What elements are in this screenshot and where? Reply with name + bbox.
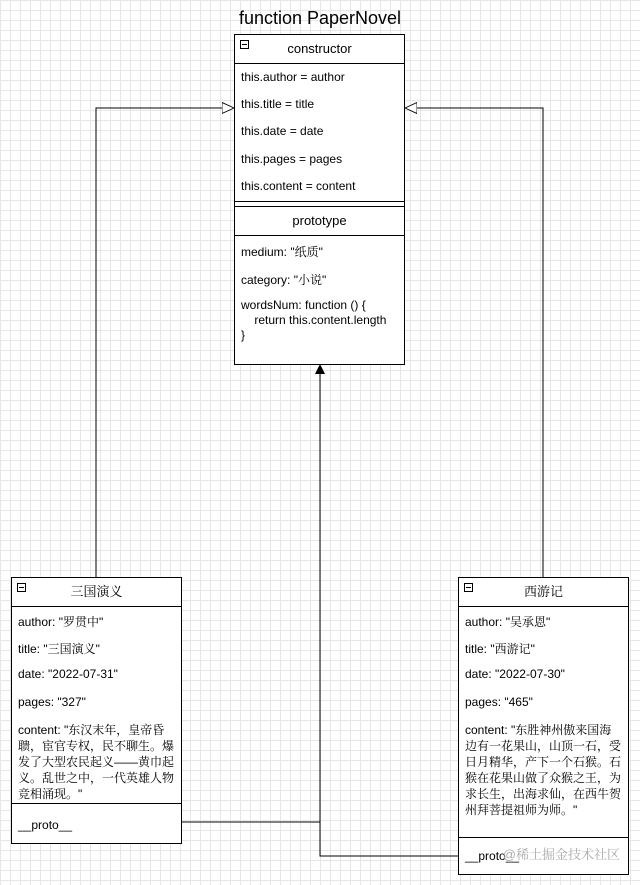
instance-row: author: "吴承恩" — [465, 615, 551, 629]
proto-label: __proto__ — [18, 818, 73, 832]
instance-row: date: "2022-07-30" — [465, 667, 565, 681]
divider — [459, 837, 628, 838]
instance-box-right — [458, 577, 629, 875]
instance-header — [459, 578, 628, 607]
watermark: @稀土掘金技术社区 — [502, 847, 620, 862]
left-inherit-line — [96, 108, 234, 577]
constructor-row: this.author = author — [241, 70, 345, 84]
prototype-row: category: "小说" — [241, 273, 327, 287]
instance-header-label: 三国演义 — [70, 584, 123, 599]
instance-row: pages: "327" — [18, 695, 86, 709]
prototype-row: medium: "纸质" — [241, 245, 323, 259]
instance-row: author: "罗贯中" — [18, 615, 104, 629]
left-proto-line — [181, 365, 320, 822]
constructor-row: this.content = content — [241, 179, 356, 193]
collapse-icon[interactable] — [464, 583, 473, 592]
instance-box-left — [11, 577, 182, 844]
instance-header — [12, 578, 181, 607]
constructor-box — [234, 34, 405, 365]
proto-label: __proto__ — [465, 849, 520, 863]
prototype-row: wordsNum: function () { return this.content.length } — [241, 298, 387, 342]
constructor-row: this.date = date — [241, 124, 324, 138]
collapse-icon[interactable] — [240, 40, 249, 49]
prototype-header: prototype — [235, 207, 404, 236]
instance-row: title: "西游记" — [465, 642, 535, 656]
right-proto-line — [320, 822, 458, 856]
instance-row: title: "三国演义" — [18, 642, 100, 656]
diagram-title: function PaperNovel — [238, 8, 402, 28]
instance-row: pages: "465" — [465, 695, 533, 709]
divider — [235, 201, 404, 202]
constructor-header-label: constructor — [287, 41, 352, 56]
constructor-row: this.pages = pages — [241, 152, 343, 166]
constructor-header — [235, 35, 404, 64]
divider — [12, 803, 181, 804]
instance-row: date: "2022-07-31" — [18, 667, 118, 681]
collapse-icon[interactable] — [17, 583, 26, 592]
right-inherit-line — [405, 108, 543, 577]
instance-content: content: "东胜神州傲来国海边有一花果山，山顶一石，受日月精华，产下一个石猴。石猴在花果山做了众猴之王，为求长生，出海求仙，在西牛贺州拜菩提祖师为师。" — [465, 723, 622, 817]
instance-content: content: "东汉末年，皇帝昏聩，宦官专权，民不聊生。爆发了大型农民起义——黄巾起义。乱世之中，一代英雄人物竞相涌现。" — [18, 723, 175, 801]
constructor-row: this.title = title — [241, 97, 315, 111]
instance-header-label: 西游记 — [523, 584, 563, 599]
